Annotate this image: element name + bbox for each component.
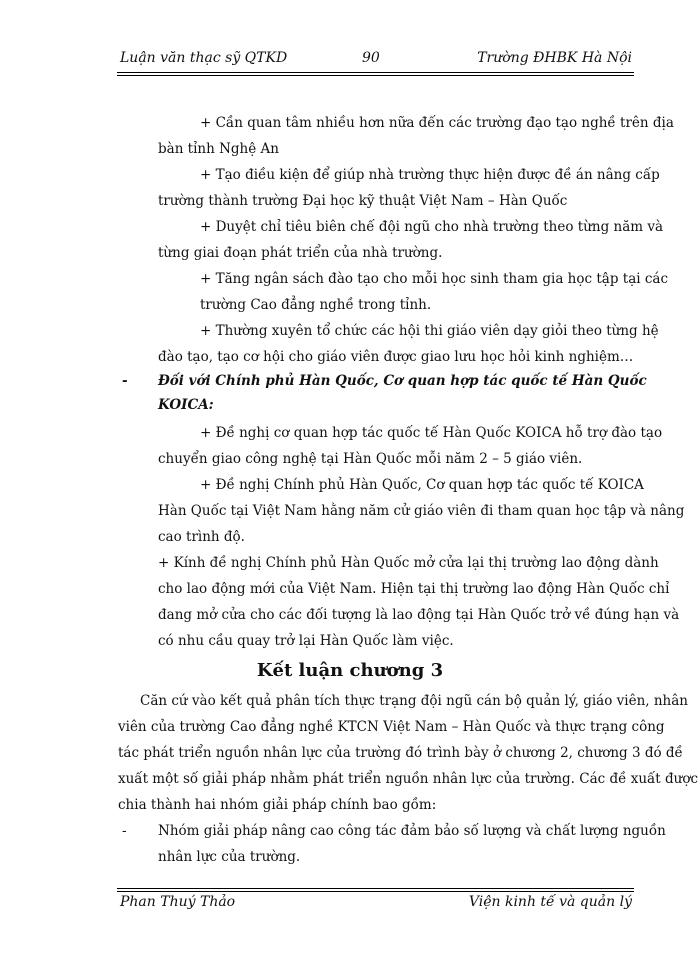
footer-institute: Viện kinh tế và quản lý bbox=[468, 894, 632, 910]
body-line: đang mở cửa cho các đối tượng là lao động tại Hàn Quốc trở về đúng hạn và bbox=[158, 607, 680, 623]
list-dash: - bbox=[122, 373, 128, 389]
body-line: + Kính đề nghị Chính phủ Hàn Quốc mở cửa lại thị trường lao động dành bbox=[158, 555, 659, 571]
body-line: Căn cứ vào kết quả phân tích thực trạng đội ngũ cán bộ quản lý, giáo viên, nhân bbox=[140, 693, 688, 709]
section-subheading: KOICA: bbox=[158, 397, 214, 413]
page-header bbox=[120, 50, 632, 70]
body-line: đào tạo, tạo cơ hội cho giáo viên được giao lưu học hỏi kinh nghiệm… bbox=[158, 349, 634, 365]
body-line: cho lao động mới của Việt Nam. Hiện tại thị trường lao động Hàn Quốc chỉ bbox=[158, 581, 670, 597]
header-rule bbox=[117, 72, 634, 73]
body-line: chia thành hai nhóm giải pháp chính bao gồm: bbox=[118, 797, 437, 813]
body-line: viên của trường Cao đẳng nghề KTCN Việt Nam – Hàn Quốc và thực trạng công bbox=[118, 719, 665, 735]
body-line: + Cần quan tâm nhiều hơn nữa đến các trường đạo tạo nghề trên địa bbox=[200, 115, 674, 131]
body-line: tác phát triển nguồn nhân lực của trường đó trình bày ở chương 2, chương 3 đó đề bbox=[118, 745, 683, 761]
header-university: Trường ĐHBK Hà Nội bbox=[477, 50, 632, 66]
body-line: có nhu cầu quay trở lại Hàn Quốc làm việc. bbox=[158, 633, 454, 649]
chapter-conclusion-heading: Kết luận chương 3 bbox=[256, 660, 444, 681]
footer-rule-double bbox=[117, 891, 634, 892]
body-line: Nhóm giải pháp nâng cao công tác đảm bảo số lượng và chất lượng nguồn bbox=[158, 823, 666, 839]
body-line: xuất một số giải pháp nhằm phát triển nguồn nhân lực của trường. Các đề xuất được bbox=[118, 771, 699, 787]
body-line: + Tăng ngân sách đào tạo cho mỗi học sinh tham gia học tập tại các bbox=[200, 271, 669, 287]
body-line: từng giai đoạn phát triển của nhà trường. bbox=[158, 245, 443, 261]
body-line: + Duyệt chỉ tiêu biên chế đội ngũ cho nhà trường theo từng năm và bbox=[200, 219, 664, 235]
body-line: + Thường xuyên tổ chức các hội thi giáo viên dạy giỏi theo từng hệ bbox=[200, 323, 659, 339]
body-line: trường Cao đẳng nghề trong tỉnh. bbox=[200, 297, 432, 313]
footer-rule bbox=[117, 888, 634, 889]
body-line: bàn tỉnh Nghệ An bbox=[158, 141, 279, 157]
page-number: 90 bbox=[362, 50, 380, 66]
body-line: cao trình độ. bbox=[158, 529, 245, 545]
body-line: Hàn Quốc tại Việt Nam hằng năm cử giáo viên đi tham quan học tập và nâng bbox=[158, 503, 685, 519]
body-line: + Tạo điều kiện để giúp nhà trường thực hiện được đề án nâng cấp bbox=[200, 167, 660, 183]
section-subheading: Đối với Chính phủ Hàn Quốc, Cơ quan hợp tác quốc tế Hàn Quốc bbox=[158, 373, 647, 389]
header-thesis-title: Luận văn thạc sỹ QTKD bbox=[120, 50, 288, 66]
footer-author: Phan Thuý Thảo bbox=[120, 894, 236, 910]
list-dash: - bbox=[122, 823, 127, 839]
body-line: chuyển giao công nghệ tại Hàn Quốc mỗi năm 2 – 5 giáo viên. bbox=[158, 451, 583, 467]
body-line: nhân lực của trường. bbox=[158, 849, 301, 865]
header-rule-double bbox=[117, 75, 634, 76]
body-line: + Đề nghị cơ quan hợp tác quốc tế Hàn Quốc KOICA hỗ trợ đào tạo bbox=[200, 425, 663, 441]
body-line: + Đề nghị Chính phủ Hàn Quốc, Cơ quan hợp tác quốc tế KOICA bbox=[200, 477, 644, 493]
body-line: trường thành trường Đại học kỹ thuật Việt Nam – Hàn Quốc bbox=[158, 193, 568, 209]
